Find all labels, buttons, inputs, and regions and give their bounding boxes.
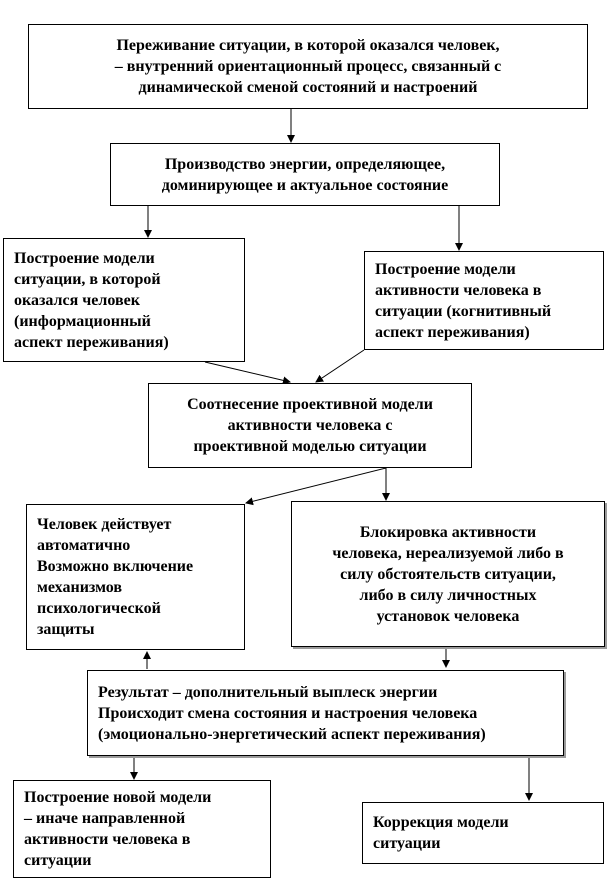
situation-model-line-3: оказался человек — [14, 291, 140, 309]
new-model-box — [13, 780, 271, 878]
experience-line-3: динамической сменой состояний и настроений — [138, 79, 478, 96]
automatic-line-5: психологической — [37, 600, 161, 617]
automatic-line-6: защиты — [37, 621, 95, 638]
automatic-line-2: автоматично — [37, 537, 131, 554]
result-line-2: Происходит смена состояния и настроения человека — [98, 704, 478, 722]
result-line-3: (эмоционально-энергетический аспект переживания) — [98, 725, 486, 743]
correction-line-1: Коррекция модели — [373, 814, 509, 831]
situation-model-box — [3, 238, 245, 362]
correlation-line-1: Соотнесение проективной модели — [187, 396, 433, 413]
situation-model-line-5: аспект переживания) — [14, 333, 169, 351]
activity-model-line-2: активности человека в — [375, 281, 542, 299]
result-line-1: Результат – дополнительный выплеск энергии — [98, 683, 438, 701]
blocking-line-5: установок человека — [376, 607, 520, 625]
correlation-box — [148, 383, 472, 468]
new-model-line-3: активности человека в — [24, 831, 191, 848]
blocking-line-1: Блокировка активности — [359, 523, 537, 541]
experience-box — [28, 24, 588, 109]
situation-model-line-4: (информационный — [14, 312, 151, 330]
experience-line-2: – внутренний ориентационный процесс, связанный с — [114, 58, 502, 75]
arrow-activity-model-to-correlation — [316, 350, 364, 382]
correlation-line-3: проективной моделью ситуации — [193, 438, 427, 455]
energy-line-1: Производство энергии, определяющее, — [164, 155, 446, 173]
blocking-line-2: человека, нереализуемой либо в — [332, 544, 564, 562]
automatic-line-4: механизмов — [37, 579, 123, 596]
correction-box — [362, 802, 604, 864]
correlation-line-2: активности человека с — [227, 417, 393, 434]
activity-model-line-4: аспект переживания) — [375, 323, 530, 341]
correction-line-2: ситуации — [373, 835, 441, 852]
blocking-line-4: либо в силу личностных — [359, 586, 537, 604]
blocking-box — [291, 501, 605, 647]
arrow-correlation-to-automatic — [246, 468, 386, 503]
activity-model-box — [364, 251, 604, 350]
automatic-line-1: Человек действует — [37, 516, 172, 533]
new-model-line-4: ситуации — [24, 852, 92, 869]
energy-line-2: доминирующее и актуальное состояние — [161, 176, 449, 194]
experience-line-1: Переживание ситуации, в которой оказался человек, — [116, 37, 500, 54]
blocking-line-3: силу обстоятельств ситуации, — [340, 565, 556, 583]
result-box — [87, 670, 564, 756]
arrow-situation-model-to-correlation — [205, 362, 290, 382]
activity-model-line-1: Построение модели — [375, 260, 516, 278]
situation-model-line-2: ситуации, в которой — [14, 270, 161, 288]
automatic-line-3: Возможно включение — [37, 558, 194, 575]
new-model-line-2: – иначе направленной — [24, 810, 186, 827]
energy-box — [110, 143, 500, 206]
automatic-box — [26, 504, 245, 650]
situation-model-line-1: Построение модели — [14, 249, 155, 267]
activity-model-line-3: ситуации (когнитивный — [375, 302, 552, 320]
new-model-line-1: Построение новой модели — [24, 789, 212, 806]
